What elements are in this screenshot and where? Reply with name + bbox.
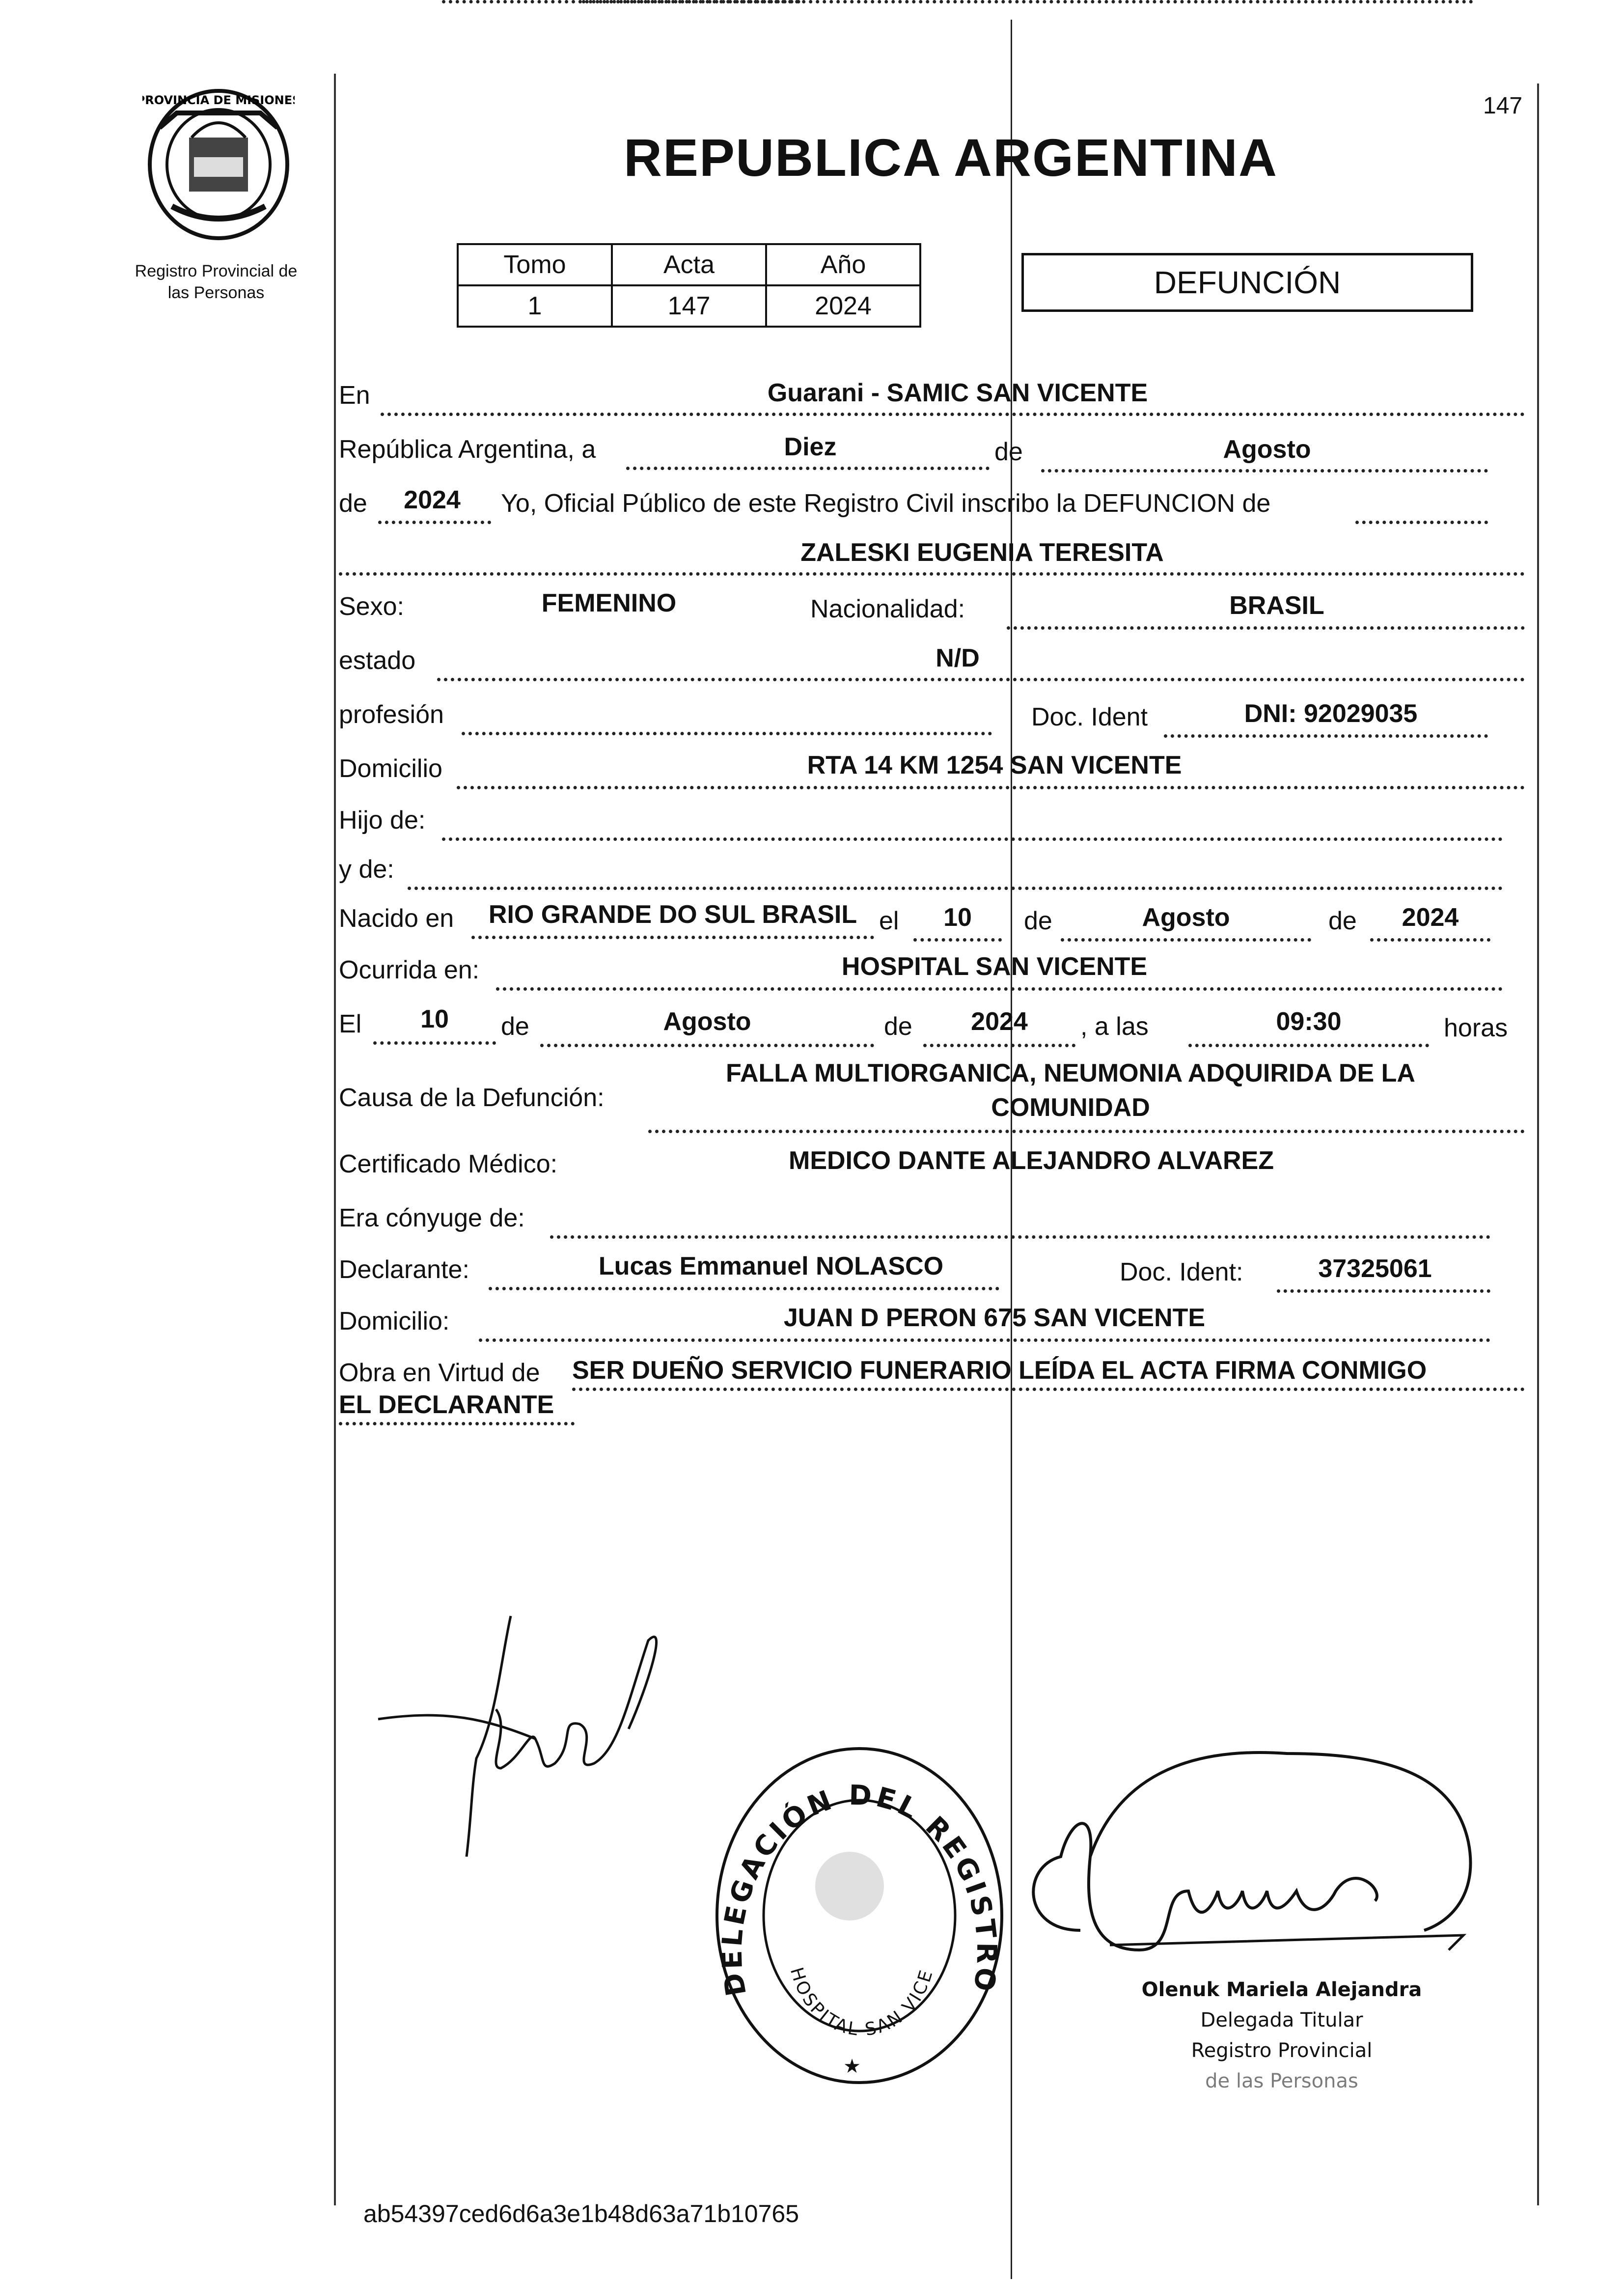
conyuge-dotted-line [550, 1235, 1490, 1239]
birth-de1-label: de [1024, 907, 1052, 935]
domicilio2-value: JUAN D PERON 675 SAN VICENTE [783, 1304, 1206, 1332]
horas-label: horas [1444, 1014, 1508, 1042]
hijo-dotted-line [442, 837, 1503, 841]
death-month: Agosto [663, 1007, 751, 1036]
causa-line1: FALLA MULTIORGANICA, NEUMONIA ADQUIRIDA DE LA [726, 1059, 1415, 1087]
birth-month-dotted-line [1061, 938, 1311, 942]
year-de-label: de [339, 489, 367, 518]
official-block [1110, 1975, 1454, 2096]
domicilio2-dotted-line [479, 1338, 1490, 1342]
causa-label: Causa de la Defunción: [339, 1084, 605, 1112]
stamp-outer-text: DELEGACIÓN DEL REGISTRO [716, 1779, 1003, 1999]
yo-text: Yo, Oficial Público de este Registro Civil inscribo la DEFUNCION de [501, 489, 1271, 518]
profesion-label: profesión [339, 700, 444, 729]
death-day: 10 [420, 1005, 449, 1033]
death-day-dotted-line [373, 1041, 496, 1045]
death-el-label: El [339, 1010, 362, 1038]
doc2-value: 37325061 [1318, 1254, 1432, 1283]
republica-label: República Argentina, a [339, 435, 596, 464]
page-title: REPUBLICA ARGENTINA [624, 128, 1278, 187]
doc-ident-value: DNI: 92029035 [1244, 699, 1418, 728]
declarante-value: Lucas Emmanuel NOLASCO [598, 1252, 944, 1280]
death-de1-label: de [501, 1012, 529, 1041]
obra-dotted-line2 [339, 1422, 575, 1425]
yo-dotted-line [1355, 521, 1488, 524]
profesion-dotted-line [462, 732, 992, 735]
official-org-line1: Registro Provincial [1191, 2039, 1373, 2062]
domicilio-dotted-line [457, 786, 1525, 789]
death-year: 2024 [971, 1007, 1028, 1036]
causa-line2: COMUNIDAD [991, 1093, 1150, 1122]
yde-dotted-line [408, 887, 1503, 890]
obra-line2: EL DECLARANTE [339, 1391, 554, 1419]
birth-de2-label: de [1328, 907, 1357, 935]
ocurrida-value: HOSPITAL SAN VICENTE [841, 952, 1148, 981]
right-margin-line [1537, 83, 1539, 2205]
official-role: Delegada Titular [1200, 2009, 1363, 2032]
death-time-dotted-line [1188, 1044, 1429, 1047]
nacionalidad-dotted-line [1007, 626, 1525, 630]
nacionalidad-value: BRASIL [1229, 591, 1324, 620]
obra-label: Obra en Virtud de [339, 1359, 540, 1387]
doc-ident-label: Doc. Ident [1031, 703, 1148, 731]
month-de-label: de [994, 438, 1023, 466]
birth-el-label: el [879, 907, 899, 935]
table-header-acta: Acta [612, 244, 766, 285]
en-value: Guarani - SAMIC SAN VICENTE [767, 379, 1148, 407]
ocurrida-label: Ocurrida en: [339, 956, 480, 984]
official-name: Olenuk Mariela Alejandra [1141, 1978, 1422, 2001]
table-value-tomo: 1 [458, 285, 612, 327]
domicilio-label: Domicilio [339, 754, 442, 783]
doc-ident-dotted-line [1164, 734, 1488, 738]
declarant-signature [373, 1611, 688, 1866]
estado-label: estado [339, 646, 416, 675]
domicilio-value: RTA 14 KM 1254 SAN VICENTE [807, 751, 1182, 779]
en-dotted-line [381, 413, 1525, 416]
ocurrida-dotted-line [496, 987, 1503, 991]
doc2-label: Doc. Ident: [1120, 1258, 1243, 1286]
birth-year: 2024 [1402, 903, 1459, 932]
table-value-anio: 2024 [766, 285, 920, 327]
table-value-acta: 147 [612, 285, 766, 327]
record-table [457, 243, 921, 328]
registry-name-line1: Registro Provincial de [135, 262, 298, 280]
name-dotted-line [339, 572, 1525, 576]
sexo-label: Sexo: [339, 592, 404, 621]
certificado-dotted-line [582, 0, 1473, 3]
official-signature [1012, 1744, 1493, 1979]
record-type-box: DEFUNCIÓN [1021, 253, 1473, 312]
birth-day: 10 [943, 903, 972, 932]
registry-name [108, 260, 324, 304]
causa-dotted-line [648, 1130, 1525, 1133]
official-stamp [707, 1739, 1012, 2092]
left-margin-line [334, 74, 336, 2205]
death-month-dotted-line [540, 1044, 874, 1047]
obra-line1: SER DUEÑO SERVICIO FUNERARIO LEÍDA EL ACTA FIRMA CONMIGO [572, 1356, 1427, 1385]
birth-day-dotted-line [913, 938, 1002, 942]
obra-dotted-line1 [572, 1388, 1525, 1391]
registry-name-line2: las Personas [167, 283, 265, 302]
death-de2-label: de [884, 1012, 912, 1041]
deceased-name: ZALESKI EUGENIA TERESITA [800, 538, 1164, 567]
estado-value: N/D [936, 644, 980, 672]
stamp-inner-text: HOSPITAL SAN VICE [786, 1965, 937, 2040]
nacido-value: RIO GRANDE DO SUL BRASIL [488, 900, 857, 929]
birth-year-dotted-line [1370, 938, 1490, 942]
day-dotted-line [626, 467, 990, 470]
nacido-label: Nacido en [339, 904, 454, 933]
year-dotted-line [378, 521, 491, 524]
sexo-value: FEMENINO [541, 589, 677, 617]
declarante-dotted-line [489, 1287, 999, 1290]
domicilio2-label: Domicilio: [339, 1307, 450, 1336]
yde-label: y de: [339, 855, 394, 884]
official-org-line2: de las Personas [1205, 2070, 1358, 2092]
table-header-tomo: Tomo [458, 244, 612, 285]
death-year-dotted-line [923, 1044, 1075, 1047]
month-dotted-line [1041, 469, 1488, 473]
province-seal-logo [142, 83, 295, 246]
doc2-dotted-line [1277, 1289, 1490, 1293]
nacido-dotted-line [471, 936, 874, 939]
year-value: 2024 [404, 486, 461, 514]
certificado-value: MEDICO DANTE ALEJANDRO ALVAREZ [789, 1146, 1274, 1175]
table-header-anio: Año [766, 244, 920, 285]
declarante-label: Declarante: [339, 1255, 469, 1284]
certificado-label: Certificado Médico: [339, 1150, 558, 1178]
page-number: 147 [1483, 93, 1523, 119]
nacionalidad-label: Nacionalidad: [810, 595, 965, 623]
month-value: Agosto [1223, 435, 1311, 464]
en-label: En [339, 381, 370, 410]
document-hash: ab54397ced6d6a3e1b48d63a71b10765 [363, 2200, 799, 2227]
death-time: 09:30 [1276, 1007, 1342, 1036]
day-value: Diez [784, 433, 837, 461]
svg-text:★: ★ [843, 2056, 861, 2077]
seal-label: PROVINCIA DE MISIONES [142, 93, 295, 107]
birth-month: Agosto [1142, 903, 1230, 932]
conyuge-label: Era cónyuge de: [339, 1204, 525, 1232]
estado-dotted-line [437, 678, 1525, 681]
hijo-label: Hijo de: [339, 806, 426, 835]
alas-label: , a las [1080, 1012, 1149, 1041]
